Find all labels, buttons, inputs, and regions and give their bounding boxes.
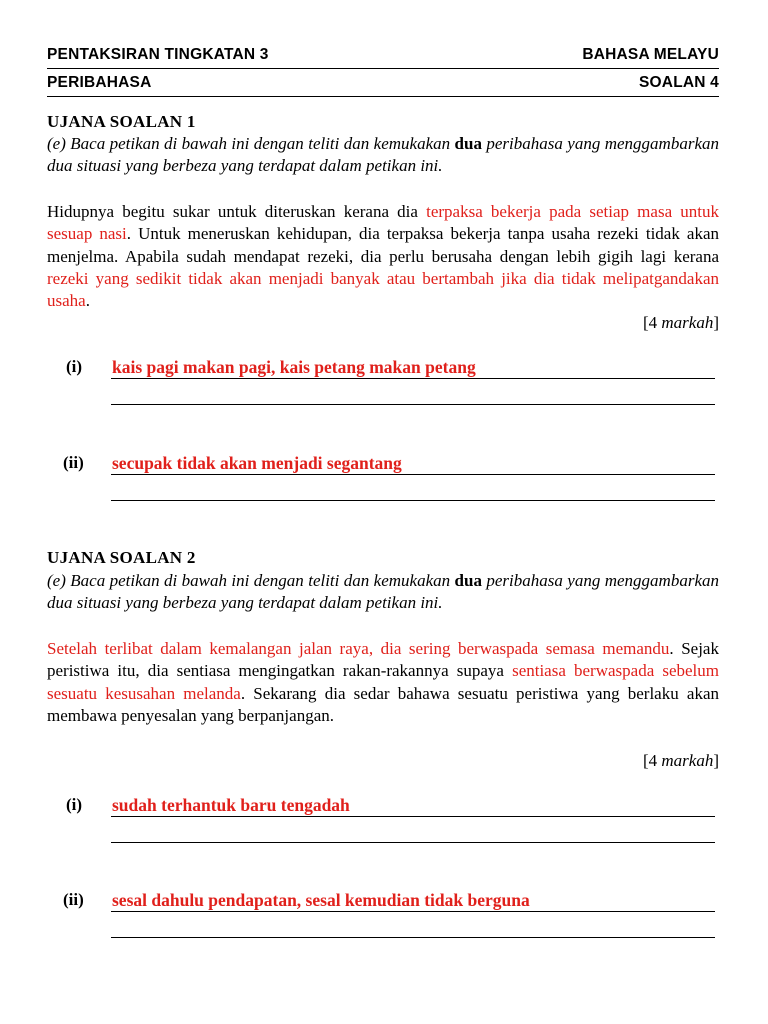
section-1-instruction: (e) Baca petikan di bawah ini dengan teliti dan kemukakan dua peribahasa yang menggambarkan dua situasi yang berbeza yang terdapat dalam petikan ini. [47,134,719,175]
header-row-2 [47,74,719,92]
section-1-passage: Hidupnya begitu sukar untuk diteruskan kerana dia terpaksa bekerja pada setiap masa untuk sesuap nasi. Untuk meneruskan kehidupan, dia terpaksa bekerja tanpa usaha rezeki tidak akan menjelma. Apabila sudah mendapat rezeki, dia perlu berusaha dengan lebih gigih lagi kerana rezeki yang sedikit tidak akan menjadi banyak atau bertambah jika dia tidak melipatgandakan usaha. [47,202,719,311]
section-2-passage: Setelah terlibat dalam kemalangan jalan raya, dia sering berwaspada semasa memandu. Sejak peristiwa itu, dia sentiasa mengingatkan rakan-rakannya supaya sentiasa berwaspada sebelum sesuatu kesusahan melanda. Sekarang dia sedar bahawa sesuatu peristiwa yang berlaku akan membawa penyesalan yang berpanjangan. [47,639,719,725]
section-2-title: UJANA SOALAN 2 [47,548,196,567]
section-1-answer-1-label: (i) [66,357,83,376]
header-exam-title: PENTAKSIRAN TINGKATAN 3 [47,46,269,63]
section-1-answer-1-text: kais pagi makan pagi, kais petang makan petang [112,357,476,377]
answer-line [111,474,715,475]
header-divider-2 [47,96,719,97]
section-1-answer-2-label: (ii) [63,453,84,472]
answer-line [111,816,715,817]
section-2-answer-2-label: (ii) [63,890,84,909]
header-topic: PERIBAHASA [47,74,152,91]
section-2-answer-2-text: sesal dahulu pendapatan, sesal kemudian tidak berguna [112,890,530,910]
header-divider-1 [47,68,719,69]
header-subject: BAHASA MELAYU [582,46,719,63]
section-2-answer-1-text: sudah terhantuk baru tengadah [112,795,350,815]
header-question-number: SOALAN 4 [639,74,719,91]
answer-line [111,404,715,405]
answer-line [111,937,715,938]
answer-line [111,911,715,912]
section-1-title: UJANA SOALAN 1 [47,112,196,131]
section-1-marks: [4 markah] [642,313,719,332]
section-2-instruction: (e) Baca petikan di bawah ini dengan teliti dan kemukakan dua peribahasa yang menggambarkan dua situasi yang berbeza yang terdapat dalam petikan ini. [47,571,719,612]
answer-line [111,842,715,843]
header-row-1 [47,46,719,64]
section-2-marks: [4 markah] [642,751,719,770]
section-2-answer-1-label: (i) [66,795,83,814]
answer-line [111,378,715,379]
section-1-answer-2-text: secupak tidak akan menjadi segantang [112,453,402,473]
answer-line [111,500,715,501]
